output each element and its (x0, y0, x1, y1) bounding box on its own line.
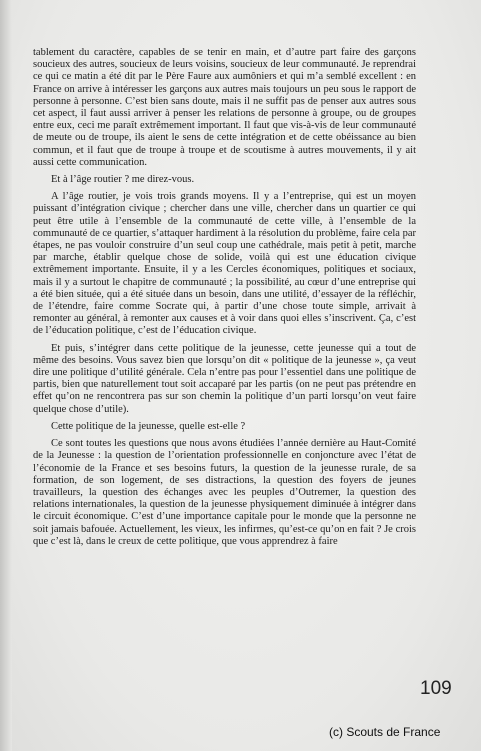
body-text (33, 47, 416, 548)
paragraph-4: Et puis, s’intégrer dans cette politique de la jeunesse, cette jeunesse qui a tout de même des besoins. Vous savez bien que lorsqu’on dit « politique de la jeunesse », ça veut dire une politique d’utilité générale. Cela n’entre pas pour l’essentiel dans une politique de partis, bien que naturellement tout soit accaparé par les partis (on ne peut pas prétendre en effet qu’on ne rencontrera pas sur son chemin la politique d’un parti lorsqu’on veut faire quelque chose d’utile). (33, 342, 416, 415)
paragraph-2: Et à l’âge routier ? me direz-vous. (51, 174, 195, 186)
copyright-watermark: (c) Scouts de France (329, 725, 441, 739)
paragraph-1: tablement du caractère, capables de se tenir en main, et d’autre part faire des garçons soucieux des autres, soucieux de leurs voisins, soucieux de leur communauté. Je reprendrai ce qui ce matin a été dit par le Père Faure aux aumôniers et qui m’a semblé excellent : en France on arrive à intéresser les garçons aux autres mais toujours un peu sous le rapport de personne à personne. C’est bien sans doute, mais il ne suffit pas de penser aux autres sous cet aspect, il faut aussi arriver à penser les relations de personne à groupe, ou de groupes entre eux, ceci me paraît extrêmement important. Il faut que vis-à-vis de leur communauté de meute ou de troupe, ils aient le sens de cette intégration et de cette obéissance au bien commun, et il faut que de troupe à troupe et de scoutisme à autres mouvements, il y ait aussi cette communication. (33, 47, 416, 168)
paragraph-3: A l’âge routier, je vois trois grands moyens. Il y a l’entreprise, qui est un moyen puissant d’intégration civique ; chercher dans une ville, chercher dans un quartier ce qui peut être utile à l’ensemble de la communauté de cette ville, à l’ensemble de la communauté de ce quartier, s’attaquer hardiment à la résolution du problème, faire cela par étapes, ne pas vouloir construire d’un seul coup une cathédrale, mais petit à petit, marche par marche, établir quelque chose de solide, voilà qui est une éducation civique extrêmement importante. Ensuite, il y a les Cercles économiques, politiques et sociaux, mais il y a surtout le chapitre de communauté ; la possibilité, au cœur d’une entreprise qui a été bien située, qui a été située dans un besoin, dans une utilité, d’essayer de la réfléchir, de l’étendre, faire comme Socrate qui, à partir d’une chose toute simple, arrivait à remonter au général, à remonter aux causes et à voir dans quoi elles s’inscrivent. Ça, c’est de l’éducation politique, c’est de l’éducation civique. (33, 191, 416, 337)
binding-gutter (0, 0, 12, 751)
paragraph-5: Cette politique de la jeunesse, quelle est-elle ? (51, 420, 246, 432)
page-number: 109 (420, 678, 452, 699)
paragraph-6: Ce sont toutes les questions que nous avons étudiées l’année dernière au Haut-Comité de la Jeunesse : la question de l’orientation professionnelle en conjoncture avec l’état de l’économie de la France et ses besoins futurs, la question de la jeunesse rurale, de sa formation, de son logement, de ses distractions, la question des foyers de jeunes travailleurs, la question des échanges avec les peuples d’Outremer, la question des relations internationales, la question de la jeunesse physiquement diminuée à intégrer dans le circuit économique. C’est d’une importance capitale pour le monde que la personne ne soit jamais bafouée. Actuellement, les vieux, les infirmes, qu’est-ce qu’on en fait ? Je crois que c’est là, dans le creux de cette politique, que vous apprendrez à faire (33, 438, 416, 547)
